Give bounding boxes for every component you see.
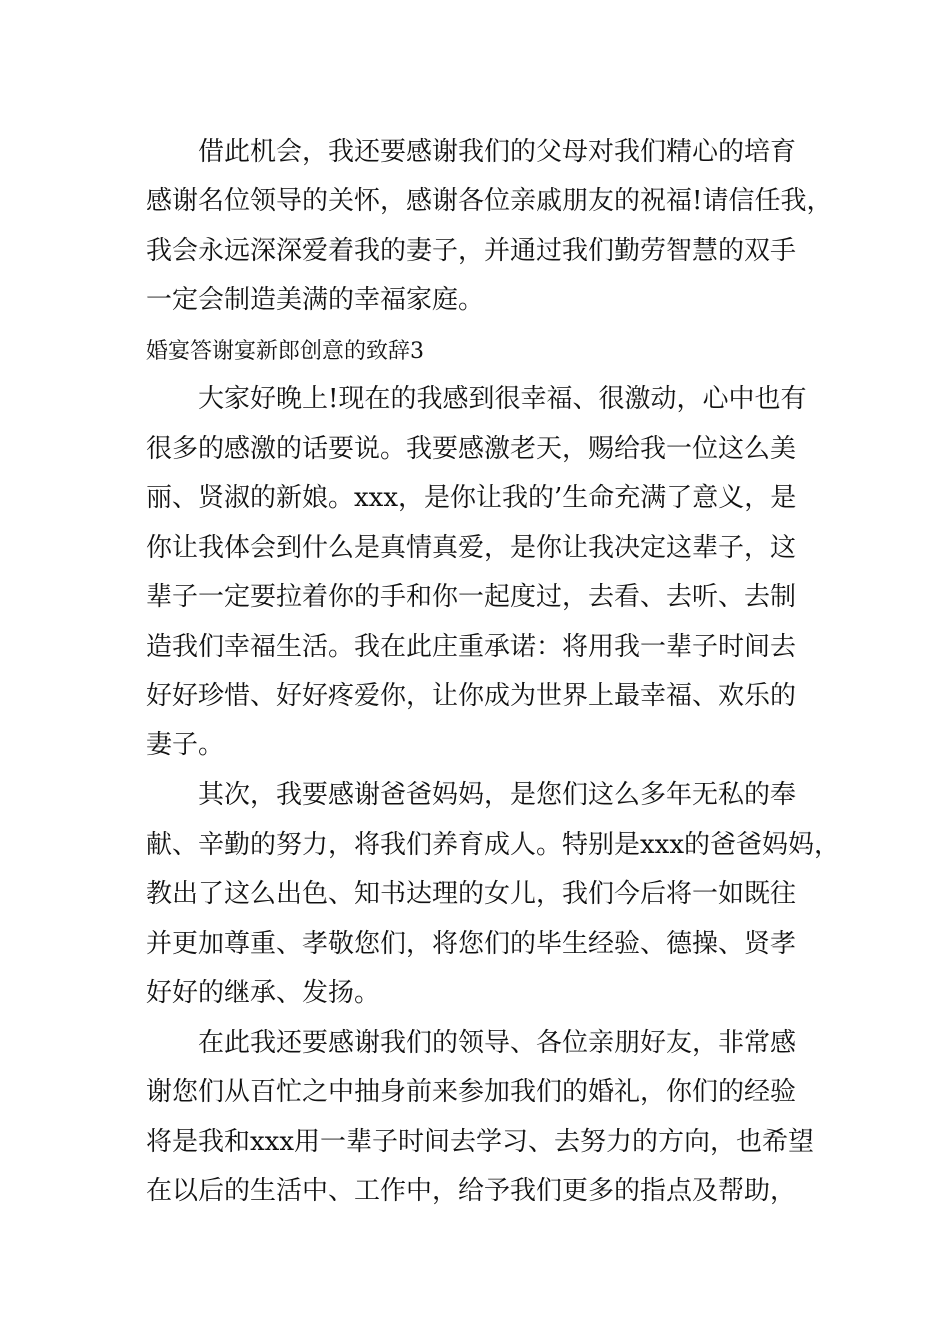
paragraph-4-line-4: 在以后的生活中、工作中，给予我们更多的指点及帮助， <box>146 1176 797 1206</box>
paragraph-2-line-3: 丽、贤淑的新娘。xxx，是你让我的’生命充满了意义，是 <box>146 483 797 513</box>
paragraph-1-line-2: 感谢名位领导的关怀，感谢各位亲戚朋友的祝福!请信任我， <box>146 186 833 216</box>
paragraph-3-line-4: 并更加尊重、孝敬您们，将您们的毕生经验、德操、贤孝 <box>146 929 797 959</box>
paragraph-2-line-7: 好好珍惜、好好疼爱你，让你成为世界上最幸福、欢乐的 <box>146 681 797 711</box>
paragraph-2-line-5: 辈子一定要拉着你的手和你一起度过，去看、去听、去制 <box>146 582 797 612</box>
paragraph-2-line-1: 大家好晚上!现在的我感到很幸福、很激动，心中也有 <box>198 384 807 414</box>
paragraph-2-line-4: 你让我体会到什么是真情真爱，是你让我决定这辈子，这 <box>146 533 797 563</box>
paragraph-4-line-1: 在此我还要感谢我们的领导、各位亲朋好友，非常感 <box>198 1028 797 1058</box>
paragraph-1-line-4: 一定会制造美满的幸福家庭。 <box>146 285 485 315</box>
paragraph-1-line-3: 我会永远深深爱着我的妻子，并通过我们勤劳智慧的双手 <box>146 236 797 266</box>
paragraph-3-line-5: 好好的继承、发扬。 <box>146 978 381 1008</box>
section-heading: 婚宴答谢宴新郎创意的致辞3 <box>146 339 424 364</box>
paragraph-4-line-3: 将是我和xxx用一辈子时间去学习、去努力的方向，也希望 <box>146 1127 814 1157</box>
paragraph-2-line-2: 很多的感激的话要说。我要感激老天，赐给我一位这么美 <box>146 434 797 464</box>
paragraph-3-line-1: 其次，我要感谢爸爸妈妈，是您们这么多年无私的奉 <box>198 780 797 810</box>
paragraph-1-line-1: 借此机会，我还要感谢我们的父母对我们精心的培育 <box>198 137 797 167</box>
paragraph-2-line-8: 妻子。 <box>146 730 225 760</box>
paragraph-4-line-2: 谢您们从百忙之中抽身前来参加我们的婚礼，你们的经验 <box>146 1077 797 1107</box>
paragraph-3-line-2: 献、辛勤的努力，将我们养育成人。特别是xxx的爸爸妈妈， <box>146 830 840 860</box>
paragraph-2-line-6: 造我们幸福生活。我在此庄重承诺：将用我一辈子时间去 <box>146 632 797 662</box>
paragraph-3-line-3: 教出了这么出色、知书达理的女儿，我们今后将一如既往 <box>146 879 797 909</box>
